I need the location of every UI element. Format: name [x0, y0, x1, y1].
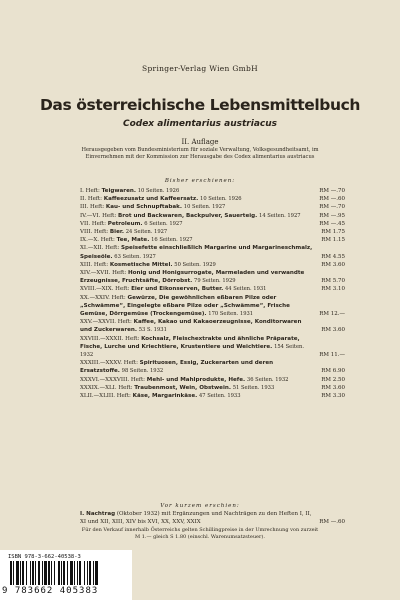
volume-entry [80, 203, 345, 211]
barcode-bar [42, 561, 43, 585]
volume-price: RM 3.60 [321, 327, 345, 334]
isbn-text: ISBN 978-3-662-40538-3 [8, 554, 81, 560]
volume-number: II. Heft: [80, 196, 102, 203]
book-title: Das österreichische Lebensmittelbuch [39, 96, 361, 114]
volume-pages: 51 Seiten. 1933 [232, 384, 275, 391]
volume-topic: Kau- und Schnupftabak. [105, 204, 183, 211]
volume-pages: 53 S. 1931 [138, 327, 167, 334]
barcode-bar [32, 561, 34, 585]
volume-entry [80, 384, 345, 392]
volume-entry-text [80, 359, 313, 375]
volume-entry-text [80, 269, 313, 285]
volume-entry [80, 236, 345, 244]
volume-pages: 47 Seiten. 1933 [199, 393, 241, 400]
nachtrag-text: (Oktober 1932) mit Ergänzungen und Nachträgen zu den Heften I, II, XI und XII, XIII, XIV bis XVI, XX, XXV, XXIX [80, 511, 312, 525]
volume-price: RM 3.30 [321, 393, 345, 400]
volume-topic: Speisefette einschließlich Margarine und Margarineschmalz, Speiseöle. [80, 245, 313, 260]
volume-price: RM —.70 [319, 188, 345, 194]
barcode-bar [63, 561, 65, 585]
barcode-bar [20, 561, 21, 585]
barcode-bar [77, 561, 78, 585]
volume-pages: 24 Seiten. 1927 [125, 229, 168, 236]
volume-number: IV.—VI. Heft: [80, 212, 117, 219]
barcode-bar [26, 561, 27, 585]
volume-number: XXXIII.—XXXV. Heft: [80, 360, 138, 367]
volume-price: RM 1.15 [321, 237, 345, 244]
volume-topic: Käse, Margarinkäse. [132, 393, 198, 400]
barcode-bar [89, 561, 91, 585]
volume-pages: 10 Seiten. 1926 [137, 188, 180, 194]
volume-entry [80, 228, 345, 236]
editorial-note: Herausgegeben vom Bundesministerium für soziale Verwaltung, Volksgesundheitsamt, im Einvernehmen mit der Kommission zur Herausgabe des Codex alimentarius austriacus [81, 147, 319, 160]
volume-entry [80, 392, 345, 400]
volume-pages: 14 Seiten. 1927 [259, 212, 301, 219]
volume-entry-text [80, 244, 313, 260]
volume-entry [80, 285, 345, 293]
barcode-bar [30, 561, 31, 585]
publisher: Springer-Verlag Wien GmbH [142, 64, 258, 73]
volume-pages: 16 Seiten. 1927 [151, 237, 193, 244]
volume-pages: 44 Seiten. 1931 [224, 286, 267, 293]
barcode-graphic [10, 561, 122, 585]
barcode-bar [48, 561, 50, 585]
nachtrag-entry [80, 510, 345, 526]
volume-entry-text [80, 212, 313, 220]
volume-topic: Kaffeezusatz und Kaffeersatz. [103, 196, 199, 203]
volume-entry-text [80, 220, 313, 228]
volume-topic: Petroleum. [107, 220, 143, 227]
barcode-bar [87, 561, 88, 585]
price-footnote: Für den Verkauf innerhalb Österreichs gelten Schillingpreise in der Umrechnung von zurzeit M 1.— gleich S 1.80 (einschl. Warenumsatzsteuer). [81, 527, 319, 540]
volume-entry [80, 220, 345, 228]
volume-number: XIII. Heft: [80, 261, 109, 268]
volume-price: RM 3.10 [321, 286, 345, 293]
volume-entry-text [80, 392, 313, 400]
volume-topic: Honig und Honigsurrogate, Marmeladen und verwandte Erzeugnisse, Fruchtsäfte, Dörrobst. [80, 270, 305, 285]
barcode-digits: 9 783662 405383 [2, 586, 99, 596]
section-heading-published: Bisher erschienen: [164, 178, 236, 184]
volume-number: XXV.—XXVII. Heft: [80, 319, 132, 326]
barcode-bar [70, 561, 73, 585]
barcode-bar [44, 561, 47, 585]
volume-price: RM —.95 [319, 212, 345, 219]
volume-price: RM 12.— [319, 311, 345, 318]
volume-entry-text [80, 285, 313, 293]
volume-pages: 170 Seiten. 1931 [208, 311, 254, 318]
volume-number: VII. Heft: [80, 220, 106, 227]
barcode-bar [35, 561, 36, 585]
nachtrag-label: I. Nachtrag [80, 511, 116, 517]
volume-pages: 36 Seiten. 1932 [246, 376, 289, 383]
volume-topic: Tee, Mate. [116, 237, 150, 244]
volume-entry-text [80, 376, 313, 384]
volume-number: XVIII.—XIX. Heft: [80, 286, 130, 293]
volume-number: IX.—X. Heft: [80, 237, 115, 244]
volume-list [80, 187, 345, 400]
volume-topic: Mehl- und Mahlprodukte, Hefe. [146, 376, 246, 383]
barcode-bar [74, 561, 75, 585]
section-heading-upcoming: Vor kurzem erschien: [160, 503, 240, 509]
volume-pages: 10 Seiten. 1926 [200, 196, 242, 203]
volume-topic: Brot und Backwaren, Backpulver, Sauerteig. [117, 212, 258, 219]
volume-price: RM —.70 [319, 204, 345, 211]
volume-number: III. Heft: [80, 204, 105, 211]
nachtrag-price: RM —.60 [319, 519, 345, 525]
volume-number: XIV.—XVII. Heft: [80, 270, 127, 277]
volume-topic: Gewürze, Die gewöhnlichen eßbaren Pilze oder „Schwämme“, Eingelegte eßbare Pilze oder „Schwämme“, Frische Gemüse, Dörrgemüse (Trockengemüse). [80, 294, 290, 318]
volume-entry [80, 359, 345, 375]
volume-number: VIII. Heft: [80, 229, 109, 236]
volume-price: RM 11.— [319, 352, 345, 359]
volume-topic: Kaffee, Kakao und Kakaoerzeugnisse, Konditorwaren und Zuckerwaren. [80, 319, 302, 334]
volume-topic: Teigwaren. [101, 188, 136, 194]
book-subtitle: Codex alimentarius austriacus [122, 119, 278, 129]
volume-price: RM 5.70 [321, 278, 345, 285]
barcode-panel [0, 550, 132, 600]
volume-entry-text [80, 195, 313, 203]
volume-entry-text [80, 318, 313, 334]
barcode-bar [58, 561, 60, 585]
volume-pages: 50 Seiten. 1929 [174, 261, 216, 268]
volume-price: RM 6.90 [321, 368, 345, 375]
barcode-bar [67, 561, 68, 585]
barcode-bar [22, 561, 24, 585]
barcode-bar [38, 561, 40, 585]
volume-entry [80, 318, 345, 334]
barcode-bar [79, 561, 81, 585]
volume-pages: 10 Seiten. 1927 [183, 204, 226, 211]
volume-entry [80, 187, 345, 195]
volume-entry [80, 269, 345, 285]
volume-entry [80, 335, 345, 360]
barcode-bar [10, 561, 12, 585]
volume-price: RM 3.60 [321, 384, 345, 391]
barcode-bar [95, 561, 98, 585]
volume-pages: 98 Seiten. 1932 [121, 368, 164, 375]
volume-entry [80, 294, 345, 319]
volume-number: XI.—XII. Heft: [80, 245, 120, 252]
volume-pages: 63 Seiten. 1927 [114, 253, 156, 260]
volume-entry-text [80, 384, 313, 392]
volume-topic: Spirituosen, Essig, Zuckerarten und deren Ersatzstoffe. [80, 360, 274, 375]
barcode-bar [84, 561, 85, 585]
barcode-bar [61, 561, 62, 585]
volume-price: RM 4.55 [321, 253, 345, 260]
volume-price: RM 1.75 [321, 229, 345, 236]
volume-number: XXXIX.—XLI. Heft: [80, 384, 133, 391]
volume-entry [80, 195, 345, 203]
volume-entry-text [80, 294, 313, 319]
volume-entry [80, 261, 345, 269]
volume-number: XLII.—XLIII. Heft: [80, 393, 131, 400]
barcode-bar [54, 561, 55, 585]
volume-entry-text [80, 228, 313, 236]
volume-pages: 154 Seiten. 1932 [80, 343, 305, 359]
volume-entry [80, 212, 345, 220]
volume-entry [80, 376, 345, 384]
volume-number: XX.—XXIV. Heft: [80, 294, 126, 301]
volume-price: RM —.45 [319, 220, 345, 227]
volume-topic: Eier und Eikonserven, Butter. [131, 286, 224, 293]
volume-price: RM 3.60 [321, 261, 345, 268]
volume-topic: Traubenmost, Wein, Obstwein. [134, 384, 231, 391]
volume-entry-text [80, 203, 313, 211]
volume-entry-text [80, 335, 313, 360]
barcode-bar [51, 561, 52, 585]
volume-price: RM —.60 [319, 196, 345, 203]
volume-entry-text [80, 236, 313, 244]
volume-pages: 6 Seiten. 1927 [144, 220, 183, 227]
volume-topic: Kochsalz, Fleischextrakte und ähnliche Präparate, Fische, Lurche und Kriechtiere, Krustentiere und Weichtiere. [80, 335, 300, 350]
volume-price: RM 2.50 [321, 376, 345, 383]
volume-entry [80, 244, 345, 260]
barcode-bar [93, 561, 94, 585]
volume-number: I. Heft: [80, 188, 100, 194]
volume-entry-text [80, 187, 313, 195]
volume-entry-text [80, 261, 313, 269]
volume-pages: 79 Seiten. 1929 [194, 278, 236, 285]
volume-number: XXVIII.—XXXII. Heft: [80, 335, 140, 342]
volume-number: XXXVI.—XXXVIII. Heft: [80, 376, 146, 383]
edition: II. Auflage [181, 138, 219, 146]
volume-topic: Bier. [109, 229, 124, 236]
volume-topic: Kosmetische Mittel. [109, 261, 173, 268]
barcode-bar [16, 561, 19, 585]
barcode-bar [13, 561, 14, 585]
